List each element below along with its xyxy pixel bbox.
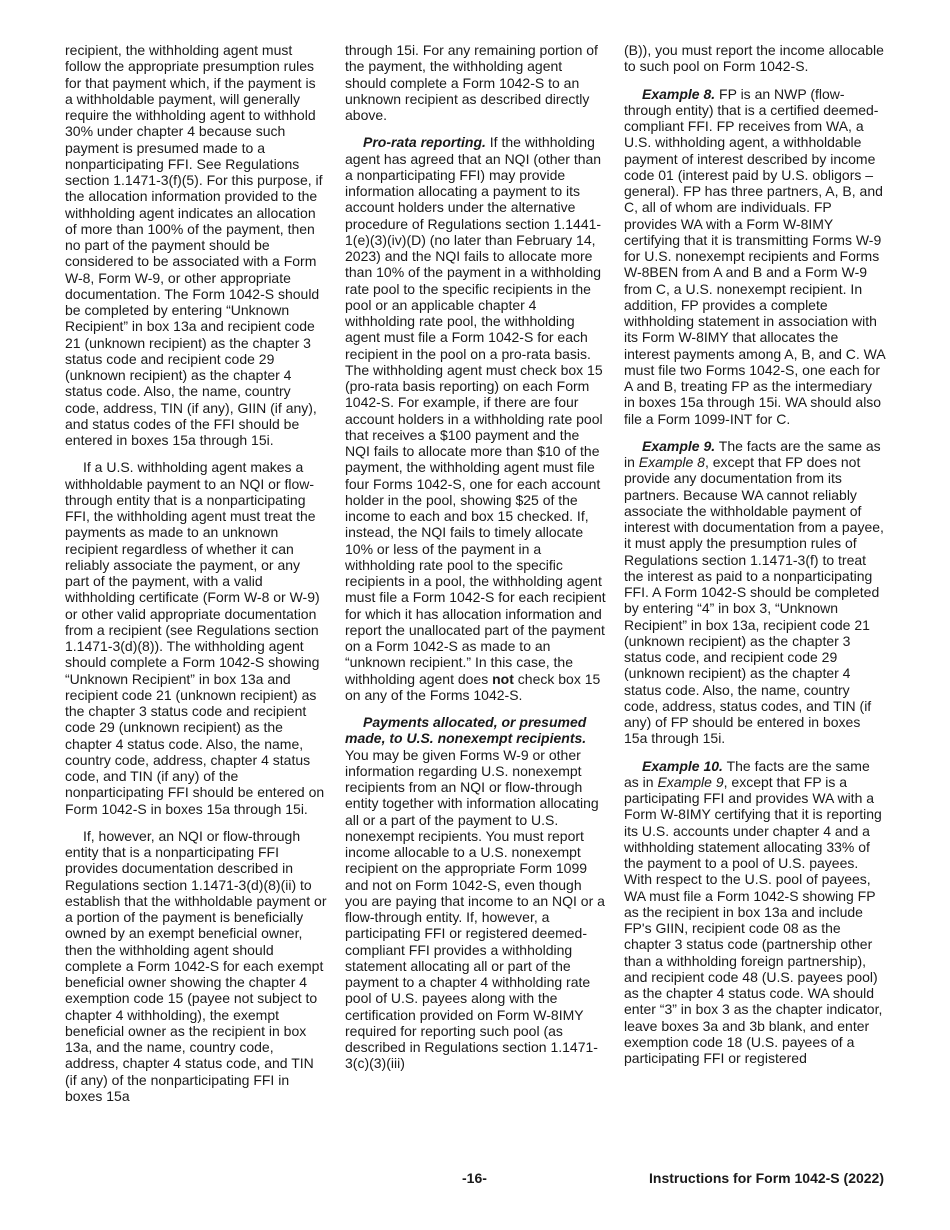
heading-example-10: Example 10. — [642, 757, 723, 774]
example-9-reference: Example 8 — [638, 454, 705, 470]
document-title: Instructions for Form 1042-S (2022) — [649, 1170, 884, 1186]
pro-rata-not-emphasis: not — [492, 670, 514, 687]
section-example-9 — [624, 438, 886, 747]
heading-example-9: Example 9. — [642, 437, 716, 454]
column-middle — [345, 42, 607, 1083]
section-us-nonexempt-recipients — [345, 714, 607, 1072]
page-number: -16- — [462, 1170, 487, 1186]
pro-rata-text: If the withholding agent has agreed that an NQI (other than a nonparticipating FFI) may provide information allocating a payment to its account holders under the alternative procedure of Regulations section 1.1441-1(e)(3)(iv)(D) (no later than February 14, 2023) and the NQI fails to allocate more than 10% of the payment in a withholding rate pool to the specific recipients in the pool or an applicable chapter 4 withholding rate pool, the withholding agent must file a Form 1042-S for each recipient in the pool on a pro-rata basis. The withholding agent must check box 15 (pro-rata basis reporting) on each Form 1042-S. For example, if there are four account holders in a withholding rate pool that receives a $100 payment and the NQI fails to allocate more than $10 of the payment, the withholding agent must file four Forms 1042-S, one for each account holder in the pool, showing $25 of the income to each and box 15 checked. If, instead, the NQI fails to timely allocate 10% or less of the payment in a withholding rate pool to the specific recipients in a pool, the withholding agent must file a Form 1042-S for each recipient for which it has allocation information and report the unallocated part of the payment on a Form 1042-S as made to an “unknown recipient.” In this case, the withholding agent does — [345, 134, 606, 687]
paragraph-pool-reporting: (B)), you must report the income allocable to such pool on Form 1042-S. — [624, 42, 884, 75]
section-example-10 — [624, 758, 886, 1067]
example-9-text-rest: , except that FP does not provide any documentation from its partners. Because WA cannot reliably associate the withholdable payment of interest with documentation from a payee, it must apply the presumption rules of Regulations section 1.1471-3(f) to treat the interest as paid to a nonparticipating FFI. A Form 1042-S should be completed by entering “4” in box 3, “Unknown Recipient” in box 13a, recipient code 21 (unknown recipient) as the chapter 3 status code, and recipient code 29 (unknown recipient) as the chapter 4 status code. Also, the name, country code, address, status codes, and TIN (if any) of FP should be entered in boxes 15a through 15i. — [624, 454, 884, 747]
pro-rata-text-end: check box 15 on any of the Forms 1042-S. — [345, 670, 601, 703]
paragraph-presumption-rules: recipient, the withholding agent must follow the appropriate presumption rules for that payment which, if the payment is a withholdable payment, will generally require the withholding agent to withhold 30% under chapter 4 because such payment is presumed made to a nonparticipating FFI. See Regulations section 1.1471-3(f)(5). For this purpose, if the allocation information provided to the withholding agent indicates an allocation of more than 100% of the payment, then no part of the payment should be considered to be associated with a Form W-8, Form W-9, or other appropriate documentation. The Form 1042-S should be completed by entering “Unknown Recipient” in box 13a and recipient code 21 (unknown recipient) as the chapter 3 status code and recipient code 29 (unknown recipient) as the chapter 4 status code. Also, the name, country code, address, TIN (if any), GIIN (if any), and status codes of the FFI should be entered in boxes 15a through 15i. — [65, 42, 323, 448]
example-8-text: FP is an NWP (flow-through entity) that is a certified deemed-compliant FFI. FP receives from WA, a U.S. withholding agent, a withholdable payment of interest described by income code 01 (interest paid by U.S. obligors – general). FP has three partners, A, B, and C, all of whom are individuals. FP provides WA with a Form W-8IMY certifying that it is transmitting Forms W-9 for U.S. nonexempt recipients and Forms W-8BEN from A and B and a Form W-9 from C, a U.S. nonexempt recipient. In addition, FP provides a complete withholding statement in association with its Form W-8IMY that allocates the interest payments among A, B, and C. WA must file two Forms 1042-S, one each for A and B, treating FP as the intermediary in boxes 15a through 15i. WA should also file a Form 1099-INT for C. — [624, 85, 885, 427]
section-example-8 — [624, 86, 886, 427]
example-10-text-rest: , except that FP is a participating FFI and provides WA with a Form W-8IMY certifying that it is reporting its U.S. accounts under chapter 4 and a withholding statement allocating 33% of the payment to a pool of U.S. payees. With respect to the U.S. pool of payees, WA must file a Form 1042-S showing FP as the recipient in box 13a and include FP's GIIN, recipient code 08 as the chapter 3 status code (partnership other than a withholding foreign partnership), and recipient code 48 (U.S. payees pool) as the chapter 4 status code. WA should enter “3” in box 3 as the chapter indicator, leave boxes 3a and 3b blank, and enter exemption code 18 (U.S. payees of a participating FFI or registered — [624, 773, 883, 1066]
column-left — [65, 42, 327, 1115]
heading-example-8: Example 8. — [642, 85, 716, 102]
example-10-text: The facts are the same as in — [624, 757, 870, 790]
us-nonexempt-text: You may be given Forms W-9 or other information regarding U.S. nonexempt recipients from an NQI or flow-through entity together with information allocating all or a part of the payment to U.S. nonexempt recipients. You must report income allocable to a U.S. nonexempt recipient on the appropriate Form 1099 and not on Form 1042-S, even though you are paying that income to an NQI or a flow-through entity. If, however, a participating FFI or registered deemed-compliant FFI provides a withholding statement allocating all or part of the payment to a chapter 4 withholding rate pool of U.S. payees along with the certification provided on Form W-8IMY required for reporting such pool (as described in Regulations section 1.1471-3(c)(3)(iii) — [345, 746, 605, 1072]
paragraph-exempt-beneficial-owner: If, however, an NQI or flow-through entity that is a nonparticipating FFI provides documentation described in Regulations section 1.1471-3(d)(8)(ii) to establish that the withholdable payment or a portion of the payment is beneficially owned by an exempt beneficial owner, then the withholding agent should complete a Form 1042-S for each exempt beneficial owner showing the chapter 4 exemption code 15 (payee not subject to chapter 4 withholding), the exempt beneficial owner as the recipient in box 13a, and the name, country code, address, chapter 4 status code, and TIN (if any) of the nonparticipating FFI in boxes 15a — [65, 827, 327, 1104]
section-pro-rata-reporting — [345, 134, 607, 703]
heading-us-nonexempt-recipients: Payments allocated, or presumed made, to U.S. nonexempt recipients. — [345, 714, 587, 747]
example-10-reference: Example 9 — [657, 773, 724, 790]
example-9-text: The facts are the same as in — [624, 437, 881, 470]
paragraph-remaining-portion: through 15i. For any remaining portion of the payment, the withholding agent should complete a Form 1042-S to an unknown recipient as described directly above. — [345, 42, 598, 123]
paragraph-us-withholding-agent: If a U.S. withholding agent makes a withholdable payment to an NQI or flow-through entity that is a nonparticipating FFI, the withholding agent must treat the payments as made to an unknown recipient regardless of whether it can reliably associate the payment, or any part of the payment, with a valid withholding certificate (Form W-8 or W-9) or other valid appropriate documentation from a recipient (see Regulations section 1.1471-3(d)(8)). The withholding agent should complete a Form 1042-S showing “Unknown Recipient” in box 13a and recipient code 21 (unknown recipient) as the chapter 3 status code and recipient code 29 (unknown recipient) as the chapter 4 status code. Also, the name, country code, address, chapter 4 status code, and TIN (if any) of the nonparticipating FFI should be entered on Form 1042-S in boxes 15a through 15i. — [65, 459, 325, 817]
column-right — [624, 42, 886, 1077]
heading-pro-rata-reporting: Pro-rata reporting. — [363, 134, 486, 151]
